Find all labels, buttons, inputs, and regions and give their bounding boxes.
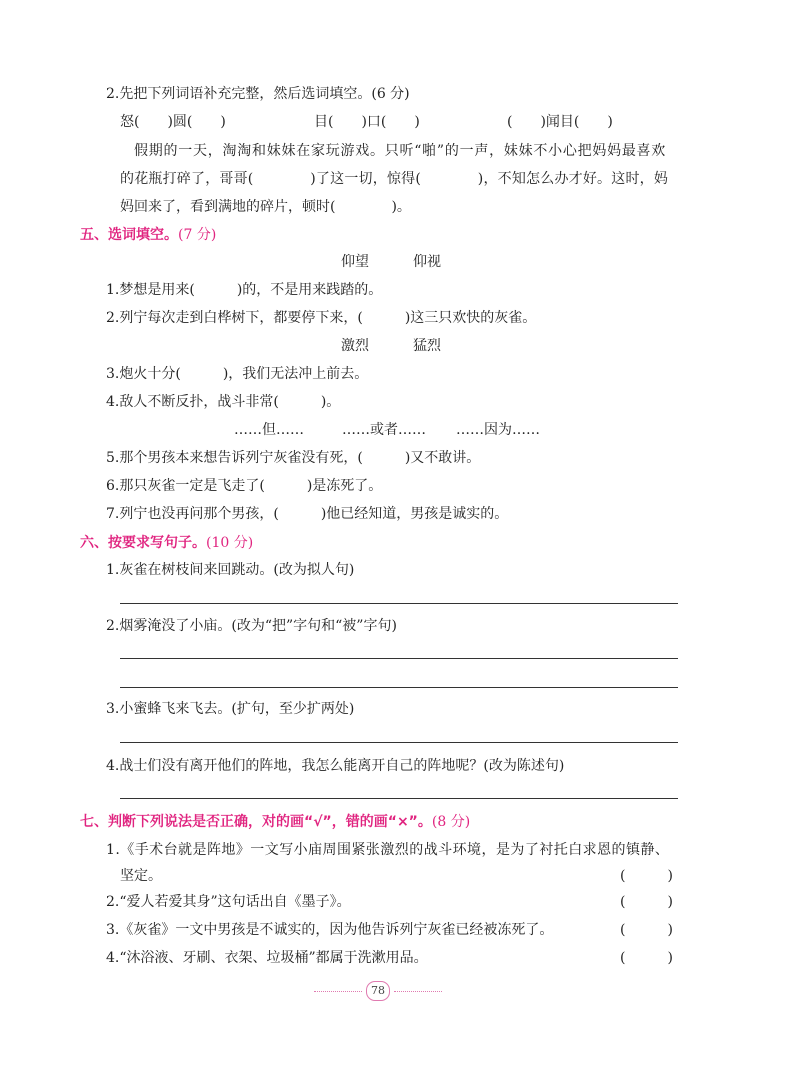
section-6-title [80,533,253,553]
sec5-item-2: 2.列宁每次走到白桦树下，都要停下来，( )这三只欢快的灰雀。 [106,310,537,326]
page-number: 78 [366,981,390,1001]
section-5-title [80,225,216,245]
q2-blank-3: ( )闻目( ) [507,114,613,130]
section-5-title-text: 五、选词填空。 [80,227,178,243]
q2-paragraph-line-1: 假期的一天，淘淘和妹妹在家玩游戏。只听“啪”的一声，妹妹不小心把妈妈最喜欢 [134,143,667,159]
q2-blank-2: 目( )口( ) [314,114,420,130]
sec7-item-1-line-1: 1.《手术台就是阵地》一文写小庙周围紧张激烈的战斗环境，是为了衬托白求恩的镇静、 [106,842,670,858]
section-6-title-text: 六、按要求写句子。 [80,535,206,551]
judge-paren-2[interactable]: ( ) [620,894,673,910]
judge-paren-4[interactable]: ( ) [620,950,673,966]
answer-line-4[interactable] [120,798,678,799]
footer-dotted-line-right [394,991,442,992]
answer-line-2a[interactable] [120,658,678,659]
sec6-item-3: 3.小蜜蜂飞来飞去。(扩句，至少扩两处) [106,701,355,717]
answer-line-2b[interactable] [120,687,678,688]
word-option-yangshi: 仰视 [413,254,441,270]
sec5-item-5: 5.那个男孩本来想告诉列宁灰雀没有死，( )又不敢讲。 [106,450,481,466]
section-7-title-text: 七、判断下列说法是否正确，对的画“√”，错的画“×”。 [80,814,432,830]
q2-paragraph-line-2: 的花瓶打碎了，哥哥( )了这一切，惊得( )，不知怎么办才好。这时，妈 [120,171,669,187]
q2-paragraph-line-3: 妈回来了，看到满地的碎片，顿时( )。 [120,199,411,215]
sec6-item-1: 1.灰雀在树枝间来回跳动。(改为拟人句) [106,562,355,578]
sec5-item-1: 1.梦想是用来( )的，不是用来践踏的。 [106,282,383,298]
footer-dotted-line-left [314,991,362,992]
sec7-item-4: 4.“沐浴液、牙刷、衣架、垃圾桶”都属于洗漱用品。 [106,950,428,966]
word-option-huozhe: ……或者…… [342,422,426,438]
word-option-yangwang: 仰望 [341,254,369,270]
section-5-points: (7 分) [178,227,217,243]
q2-blank-1: 怒( )圆( ) [120,114,226,130]
sec6-item-4: 4.战士们没有离开他们的阵地，我怎么能离开自己的阵地呢？(改为陈述句) [106,758,565,774]
section-6-points: (10 分) [206,535,254,551]
word-option-yinwei: ……因为…… [456,422,540,438]
sec6-item-2: 2.烟雾淹没了小庙。(改为“把”字句和“被”字句) [106,618,397,634]
sec7-item-2: 2.“爱人若爱其身”这句话出自《墨子》。 [106,894,351,910]
section-7-title [80,812,470,832]
q2-header: 2.先把下列词语补充完整，然后选词填空。(6 分) [106,86,410,102]
page-footer [314,984,444,998]
sec7-item-1-line-2: 坚定。 [120,868,162,884]
answer-line-1[interactable] [120,603,678,604]
sec5-item-3: 3.炮火十分( )，我们无法冲上前去。 [106,366,369,382]
sec5-item-4: 4.敌人不断反扑，战斗非常( )。 [106,394,341,410]
judge-paren-3[interactable]: ( ) [620,922,673,938]
judge-paren-1[interactable]: ( ) [620,868,673,884]
answer-line-3[interactable] [120,742,678,743]
sec7-item-3: 3.《灰雀》一文中男孩是不诚实的，因为他告诉列宁灰雀已经被冻死了。 [106,922,554,938]
word-option-dan: ……但…… [234,422,304,438]
section-7-points: (8 分) [431,814,471,830]
sec5-item-6: 6.那只灰雀一定是飞走了( )是冻死了。 [106,478,383,494]
sec5-item-7: 7.列宁也没再问那个男孩，( )他已经知道，男孩是诚实的。 [106,506,509,522]
word-option-menglie: 猛烈 [413,338,441,354]
word-option-jilie: 激烈 [341,338,369,354]
